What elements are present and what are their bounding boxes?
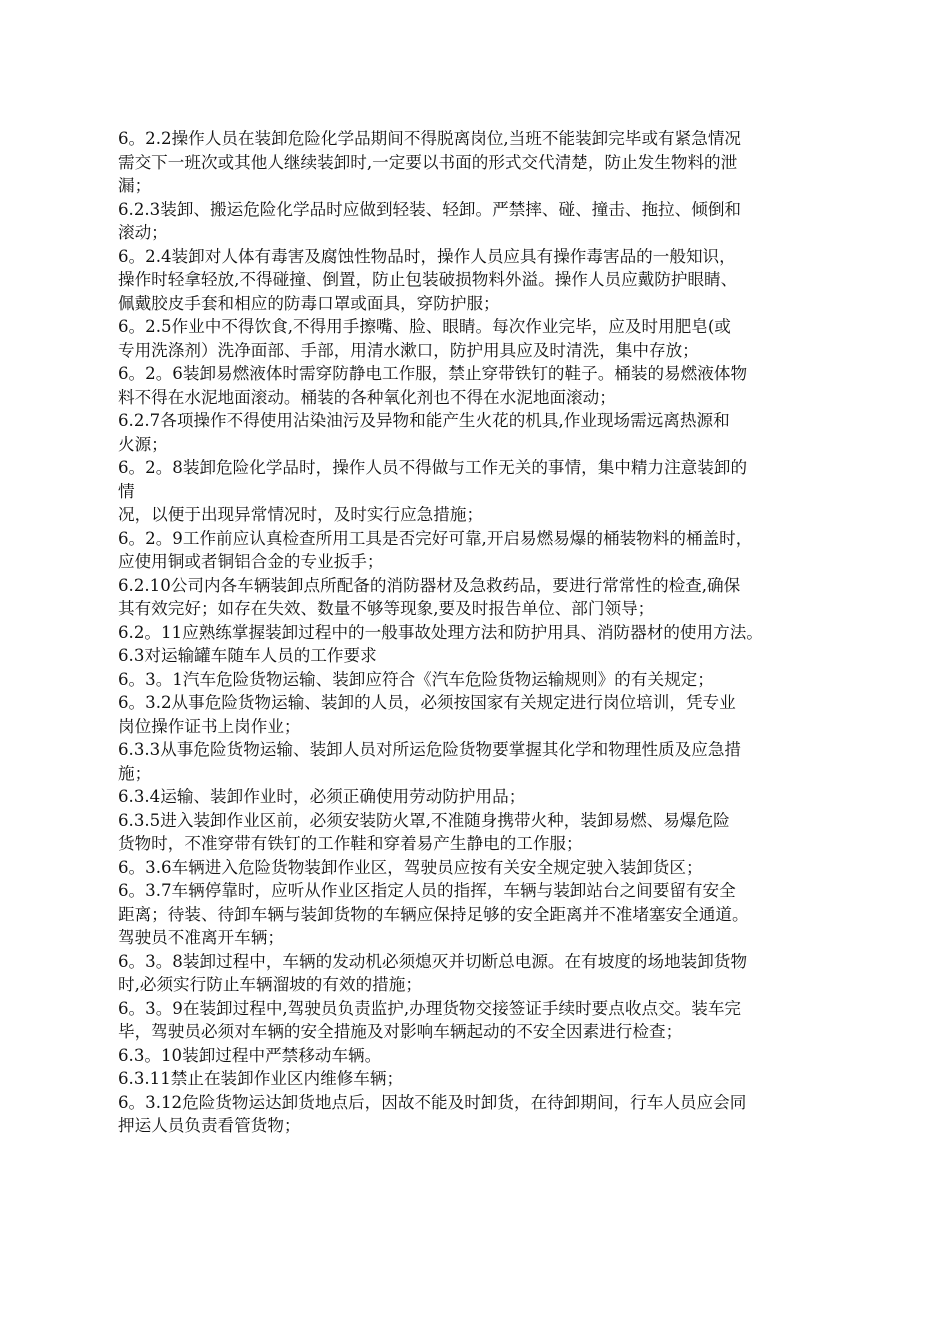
text-line: 6。3。1汽车危险货物运输、装卸应符合《汽车危险货物运输规则》的有关规定；	[118, 669, 714, 689]
text-line: 6。2.4装卸对人体有毒害及腐蚀性物品时，操作人员应具有操作毒害品的一般知识，	[118, 246, 736, 266]
text-line: 6。3.2从事危险货物运输、装卸的人员，必须按国家有关规定进行岗位培训，凭专业	[118, 693, 736, 712]
text-line: 距离；待装、待卸车辆与装卸货物的车辆应保持足够的安全距离并不准堵塞安全通道。	[118, 904, 749, 924]
text-line: 施；	[118, 763, 152, 783]
text-line: 6。2.2操作人员在装卸危险化学品期间不得脱离岗位,当班不能装卸完毕或有紧急情况	[118, 129, 742, 148]
text-line: 岗位操作证书上岗作业；	[118, 716, 301, 736]
text-line: 需交下一班次或其他人继续装卸时,一定要以书面的形式交代清楚，防止发生物料的泄	[118, 152, 738, 172]
text-line: 驾驶员不准离开车辆；	[118, 928, 284, 947]
text-line: 6。3。8装卸过程中，车辆的发动机必须熄灭并切断总电源。在有坡度的场地装卸货物	[118, 951, 748, 971]
text-line: 滚动；	[118, 223, 168, 242]
text-line: 漏；	[118, 176, 152, 195]
text-line: 6.2。11应熟练掌握装卸过程中的一般事故处理方法和防护用具、消防器材的使用方法。	[118, 622, 763, 642]
text-line: 6。2.5作业中不得饮食,不得用手擦嘴、脸、眼睛。每次作业完毕，应及时用肥皂(或	[118, 317, 731, 336]
text-line: 火源；	[118, 434, 168, 454]
text-line: 其有效完好；如存在失效、数量不够等现象,要及时报告单位、部门领导；	[118, 599, 655, 618]
text-line: 货物时，不准穿带有铁钉的工作鞋和穿着易产生静电的工作服；	[118, 834, 583, 853]
text-line: 佩戴胶皮手套和相应的防毒口罩或面具，穿防护服；	[118, 293, 500, 313]
section-heading: 6.3对运输罐车随车人员的工作要求	[118, 646, 377, 665]
text-line: 6.2.7各项操作不得使用沾染油污及异物和能产生火花的机具,作业现场需远离热源和	[118, 411, 730, 430]
text-line: 6.3.11禁止在装卸作业区内维修车辆；	[118, 1069, 404, 1088]
document-body	[118, 127, 838, 1138]
text-line: 操作时轻拿轻放,不得碰撞、倒置，防止包装破损物料外溢。操作人员应戴防护眼睛、	[118, 270, 738, 289]
text-line: 况，以便于出现异常情况时，及时实行应急措施；	[118, 505, 484, 524]
text-line: 料不得在水泥地面滚动。桶装的各种氧化剂也不得在水泥地面滚动；	[118, 387, 616, 407]
text-line: 6。3.12危险货物运达卸货地点后，因故不能及时卸货，在待卸期间，行车人员应会同	[118, 1092, 747, 1112]
text-line: 时,必须实行防止车辆溜坡的有效的措施；	[118, 975, 422, 994]
text-line: 6。2。9工作前应认真检查所用工具是否完好可靠,开启易燃易爆的桶装物料的桶盖时，	[118, 528, 753, 548]
text-line: 押运人员负责看管货物；	[118, 1116, 301, 1135]
text-line: 专用洗涤剂）洗净面部、手部，用清水漱口，防护用具应及时清洗，集中存放；	[118, 340, 699, 360]
text-line: 6。3。9在装卸过程中,驾驶员负责监护,办理货物交接签证手续时要点收点交。装车完	[118, 998, 742, 1018]
text-line: 应使用铜或者铜铝合金的专业扳手；	[118, 552, 384, 571]
text-line: 毕，驾驶员必须对车辆的安全措施及对影响车辆起动的不安全因素进行检查；	[118, 1022, 683, 1041]
text-line: 6.3.3从事危险货物运输、装卸人员对所运危险货物要掌握其化学和物理性质及应急措	[118, 740, 742, 759]
text-line: 情	[118, 481, 135, 501]
text-line: 6。3.7车辆停靠时，应听从作业区指定人员的指挥，车辆与装卸站台之间要留有安全	[118, 881, 736, 900]
text-line: 6。3.6车辆进入危险货物装卸作业区，驾驶员应按有关安全规定驶入装卸货区；	[118, 857, 703, 877]
text-line: 6.3.4运输、装卸作业时，必须正确使用劳动防护用品；	[118, 787, 526, 806]
text-line: 6.2.3装卸、搬运危险化学品时应做到轻装、轻卸。严禁摔、碰、撞击、拖拉、倾倒和	[118, 199, 742, 219]
text-line: 6。2。6装卸易燃液体时需穿防静电工作服，禁止穿带铁钉的鞋子。桶装的易燃液体物	[118, 364, 748, 383]
text-line: 6.3。10装卸过程中严禁移动车辆。	[118, 1045, 382, 1065]
text-line: 6。2。8装卸危险化学品时，操作人员不得做与工作无关的事情，集中精力注意装卸的	[118, 458, 748, 477]
text-line: 6.2.10公司内各车辆装卸点所配备的消防器材及急救药品，要进行常常性的检查,确保	[118, 575, 741, 595]
text-line: 6.3.5进入装卸作业区前，必须安装防火罩,不准随身携带火种，装卸易燃、易爆危险	[118, 810, 730, 830]
